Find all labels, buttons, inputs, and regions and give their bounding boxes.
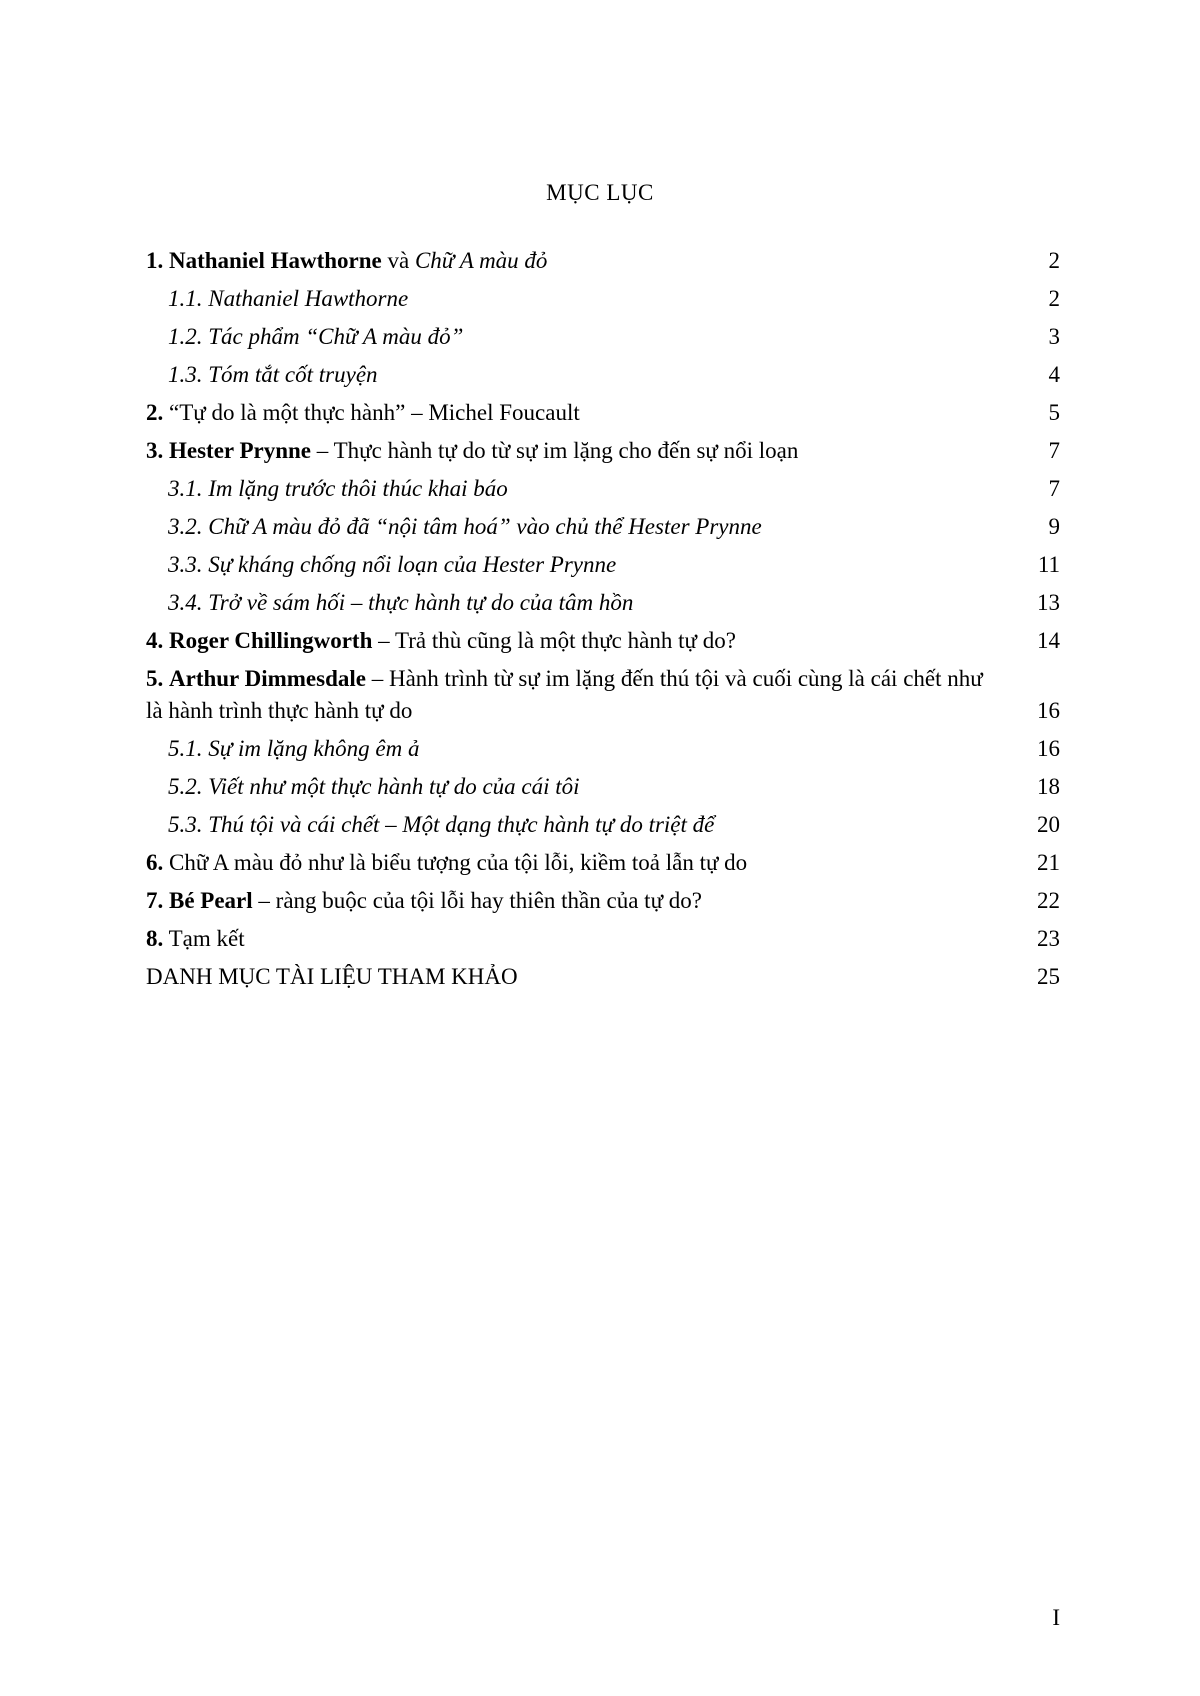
- toc-page-number: 13: [1037, 590, 1060, 615]
- toc-page-number: 25: [1037, 964, 1060, 989]
- toc-entry-5-3[interactable]: [146, 806, 1060, 844]
- toc-entry-text: [146, 397, 1000, 429]
- page-footer-number: I: [1052, 1605, 1060, 1630]
- toc-page-number: 9: [1048, 514, 1060, 539]
- toc-entry-text: [146, 435, 1000, 467]
- toc-entry-5-1[interactable]: [146, 730, 1060, 768]
- page-title: MỤC LỤC: [546, 180, 654, 205]
- toc-entry-2[interactable]: [146, 394, 1060, 432]
- toc-entry-1-3[interactable]: [146, 356, 1060, 394]
- toc-entry-text: 3.3. Sự kháng chống nổi loạn của Hester Prynne: [168, 552, 617, 577]
- toc-page-number: 16: [1037, 736, 1060, 761]
- toc-page-number: 21: [1037, 850, 1060, 875]
- toc-entry-text: [146, 625, 1000, 657]
- toc-page-number: 22: [1037, 888, 1060, 913]
- toc-entry-rest: Tạm kết: [168, 926, 245, 951]
- toc-entry-number: 2.: [146, 400, 164, 425]
- toc-entry-text: 3.4. Trở về sám hối – thực hành tự do của tâm hồn: [168, 590, 634, 615]
- toc-entry-number: 3.: [146, 438, 164, 463]
- toc-entry-text: 5.3. Thú tội và cái chết – Một dạng thực hành tự do triệt để: [168, 812, 715, 837]
- toc-entry-lead: Bé Pearl: [169, 888, 253, 913]
- table-of-contents: [146, 242, 1060, 996]
- toc-entry-lead: Hester Prynne: [169, 438, 312, 463]
- toc-entry-8[interactable]: [146, 920, 1060, 958]
- toc-page-number: 11: [1037, 552, 1060, 577]
- toc-page-number: 18: [1037, 774, 1060, 799]
- toc-entry-3-3[interactable]: [146, 546, 1060, 584]
- toc-entry-number: 5.: [146, 666, 164, 691]
- toc-page-number: 2: [1048, 248, 1060, 273]
- toc-entry-3-2[interactable]: [146, 508, 1060, 546]
- toc-entry-5-2[interactable]: [146, 768, 1060, 806]
- toc-page-number: 7: [1048, 476, 1060, 501]
- toc-entry-text: 5.2. Viết như một thực hành tự do của cái tôi: [168, 774, 580, 799]
- toc-page-number: 16: [1037, 698, 1060, 723]
- toc-entry-text: 3.2. Chữ A màu đỏ đã “nội tâm hoá” vào chủ thể Hester Prynne: [168, 514, 762, 539]
- toc-entry-7[interactable]: [146, 882, 1060, 920]
- toc-entry-italic: Chữ A màu đỏ: [414, 248, 548, 273]
- toc-page-number: 7: [1048, 438, 1060, 463]
- toc-entry-text: 3.1. Im lặng trước thôi thúc khai báo: [168, 476, 508, 501]
- toc-entry-rest: – Thực hành tự do từ sự im lặng cho đến sự nổi loạn: [311, 438, 799, 463]
- toc-entry-separator: và: [381, 248, 415, 273]
- toc-entry-rest: Chữ A màu đỏ như là biểu tượng của tội lỗi, kiềm toả lẫn tự do: [169, 850, 748, 875]
- toc-entry-lead: Arthur Dimmesdale: [169, 666, 366, 691]
- toc-page-number: 23: [1037, 926, 1060, 951]
- toc-entry-number: 6.: [146, 850, 164, 875]
- toc-entry-1-1[interactable]: [146, 280, 1060, 318]
- toc-entry-rest: – Hành trình từ sự im lặng đến thú tội và cuối cùng là cái chết như là hành trình thực hành tự do: [146, 666, 983, 723]
- toc-entry-text: [146, 245, 1000, 277]
- toc-entry-lead: Nathaniel Hawthorne: [169, 248, 382, 273]
- toc-entry-4[interactable]: [146, 622, 1060, 660]
- toc-entry-text: 1.3. Tóm tắt cốt truyện: [168, 362, 378, 387]
- toc-entry-3-4[interactable]: [146, 584, 1060, 622]
- toc-entry-rest: “Tự do là một thực hành” – Michel Foucault: [169, 400, 580, 425]
- toc-entry-6[interactable]: [146, 844, 1060, 882]
- toc-entry-number: 1.: [146, 248, 164, 273]
- toc-entry-rest: – Trả thù cũng là một thực hành tự do?: [372, 628, 736, 653]
- toc-page-number: 5: [1048, 400, 1060, 425]
- toc-page-number: 3: [1048, 324, 1060, 349]
- toc-entry-text: [146, 923, 1000, 955]
- toc-entry-number: 7.: [146, 888, 164, 913]
- toc-page-number: 14: [1037, 628, 1060, 653]
- toc-entry-text: [146, 847, 1000, 879]
- toc-entry-text: 5.1. Sự im lặng không êm ả: [168, 736, 420, 761]
- toc-page-number: 2: [1048, 286, 1060, 311]
- toc-page-number: 20: [1037, 812, 1060, 837]
- toc-entry-text: [146, 663, 1000, 727]
- toc-entry-number: 4.: [146, 628, 164, 653]
- toc-entry-references[interactable]: [146, 958, 1060, 996]
- toc-entry-text: DANH MỤC TÀI LIỆU THAM KHẢO: [146, 964, 518, 989]
- toc-entry-lead: Roger Chillingworth: [169, 628, 373, 653]
- toc-entry-5[interactable]: [146, 660, 1060, 730]
- toc-entry-1[interactable]: [146, 242, 1060, 280]
- toc-page-number: 4: [1048, 362, 1060, 387]
- toc-entry-3[interactable]: [146, 432, 1060, 470]
- toc-entry-text: 1.2. Tác phẩm “Chữ A màu đỏ”: [168, 324, 464, 349]
- toc-entry-1-2[interactable]: [146, 318, 1060, 356]
- toc-entry-number: 8.: [146, 926, 164, 951]
- toc-entry-text: [146, 885, 1000, 917]
- toc-entry-text: 1.1. Nathaniel Hawthorne: [168, 286, 409, 311]
- toc-entry-3-1[interactable]: [146, 470, 1060, 508]
- toc-entry-rest: – ràng buộc của tội lỗi hay thiên thần của tự do?: [252, 888, 702, 913]
